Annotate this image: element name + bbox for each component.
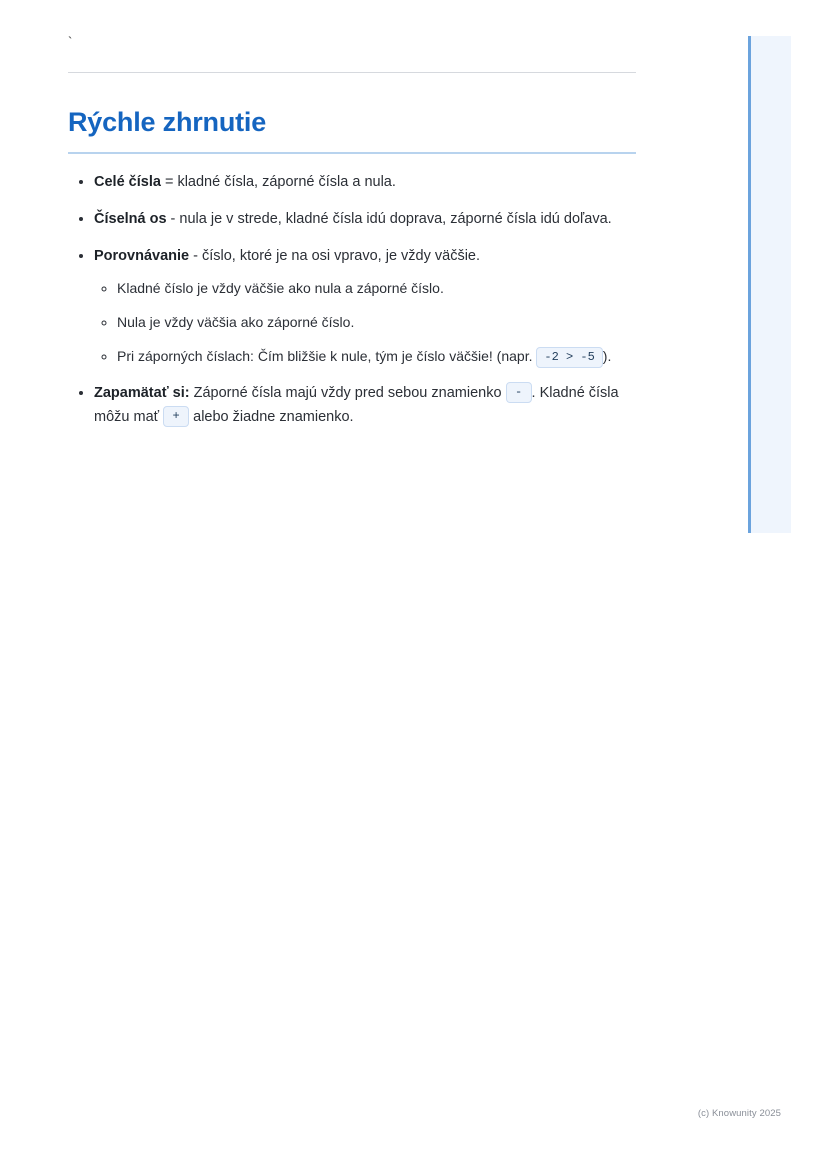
- list-item-lead: Zapamätať si:: [94, 384, 190, 401]
- list-item: [94, 170, 636, 194]
- inline-code-plus-sign: +: [163, 406, 189, 427]
- title-underline-divider: [68, 152, 636, 154]
- top-divider: [68, 72, 636, 73]
- inline-code-minus-sign: -: [506, 382, 532, 403]
- list-item: [94, 244, 636, 368]
- footer-copyright: (c) Knowunity 2025: [697, 1108, 781, 1119]
- stray-tick-mark: `: [68, 34, 73, 49]
- summary-list: [68, 170, 636, 429]
- list-item-text: - číslo, ktoré je na osi vpravo, je vždy väčšie.: [189, 248, 481, 264]
- list-item-text-after: alebo žiadne znamienko.: [189, 408, 354, 425]
- list-item: [94, 381, 636, 429]
- list-item-text-before: Záporné čísla majú vždy pred sebou znamienko: [189, 384, 506, 401]
- sub-list-item-text: Nula je vždy väčšia ako záporné číslo.: [117, 314, 355, 330]
- list-item: [94, 207, 636, 231]
- list-item-text: = kladné čísla, záporné čísla a nula.: [160, 174, 396, 190]
- list-item-lead: Číselná os: [94, 211, 167, 227]
- side-accent-panel: [748, 36, 791, 533]
- sub-list-item: [117, 311, 636, 333]
- list-item-lead: Celé čísla: [94, 174, 161, 190]
- sub-list-item-text: Kladné číslo je vždy väčšie ako nula a záporné číslo.: [117, 280, 444, 296]
- summary-sublist: [94, 277, 636, 368]
- sub-list-item-text-after: ).: [602, 348, 612, 364]
- list-item-text-middle: . Kladné čísla môžu mať: [94, 384, 619, 425]
- inline-code-comparison: -2 > -5: [536, 347, 602, 368]
- list-item-text: - nula je v strede, kladné čísla idú doprava, záporné čísla idú doľava.: [166, 211, 612, 227]
- sub-list-item-text-before: Pri záporných číslach: Čím bližšie k nule, tým je číslo väčšie! (napr.: [117, 348, 537, 364]
- document-content: [68, 34, 636, 442]
- list-item-lead: Porovnávanie: [94, 248, 190, 264]
- page-title: Rýchle zhrnutie: [68, 107, 267, 137]
- sub-list-item: [117, 277, 636, 299]
- sub-list-item: [117, 345, 636, 368]
